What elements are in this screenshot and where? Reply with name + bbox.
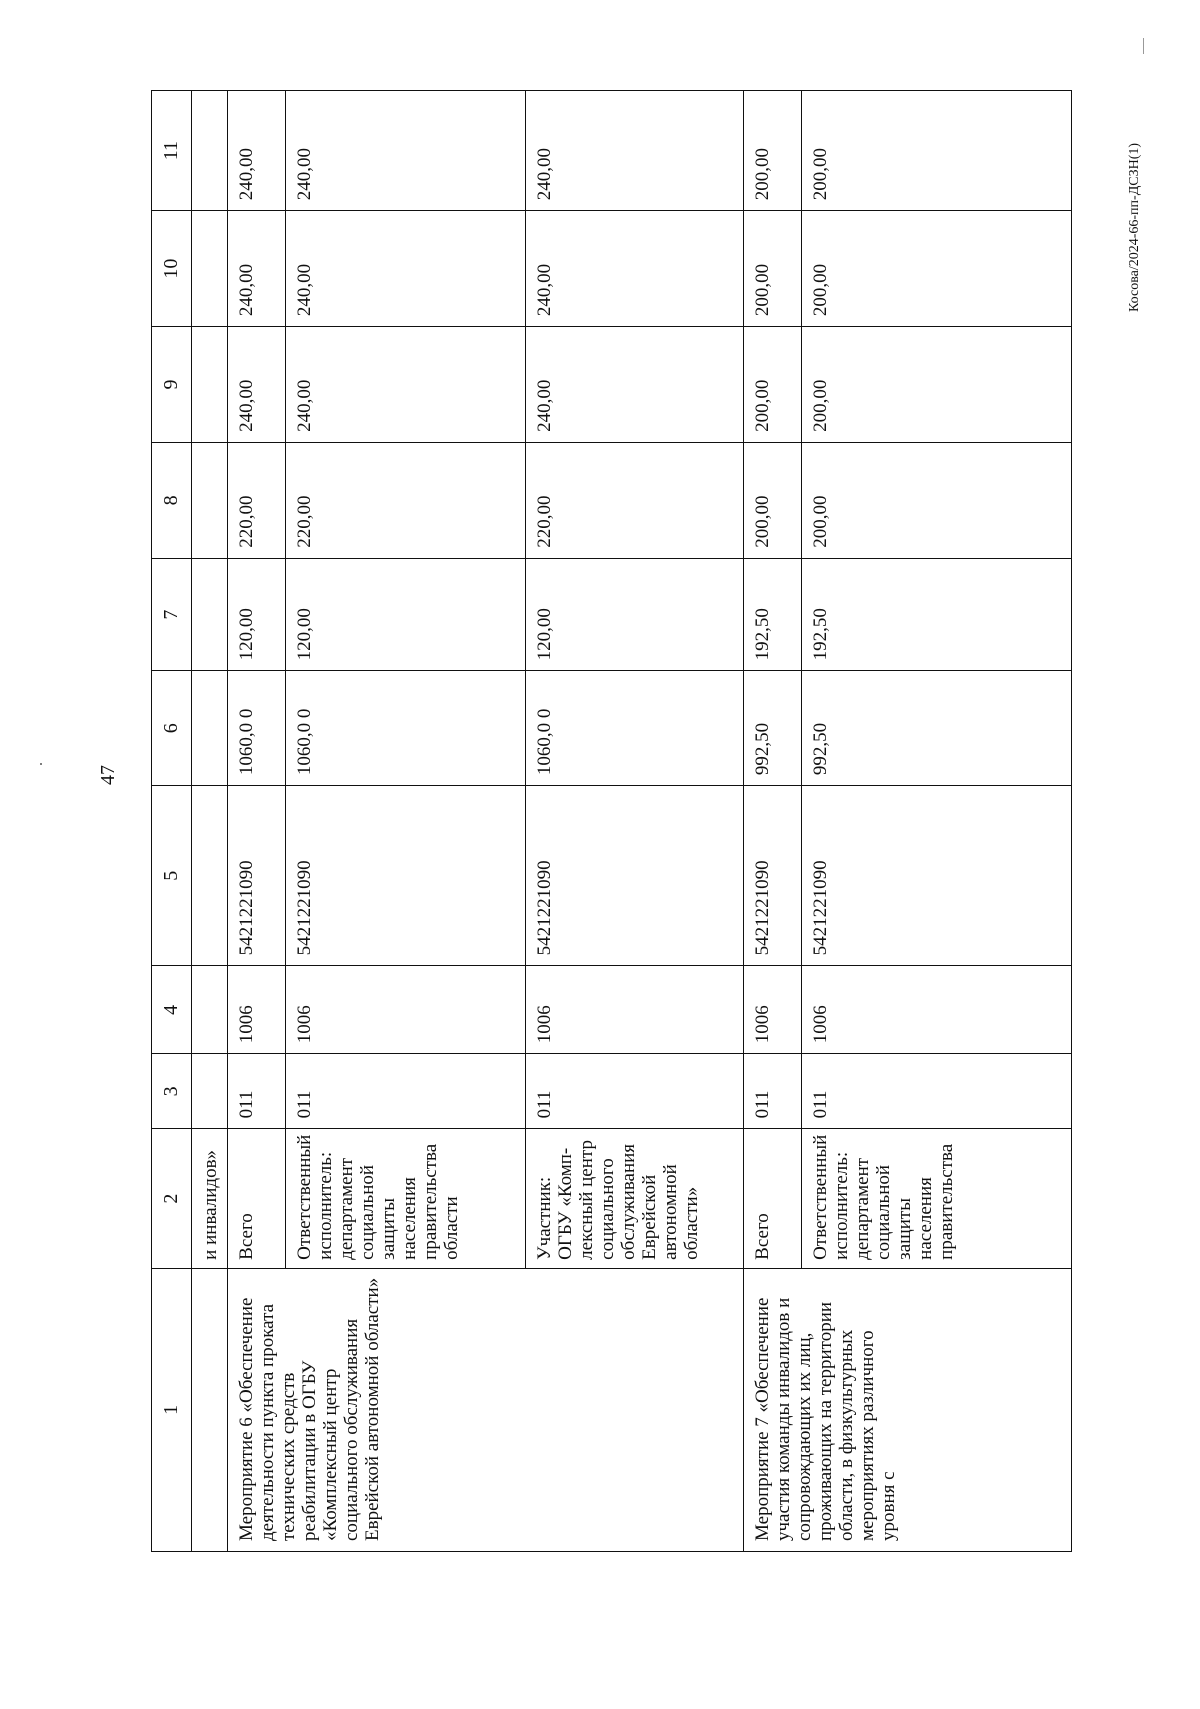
empty-cell (192, 91, 228, 211)
table-cell: 240,00 (228, 91, 286, 211)
table-cell: 240,00 (526, 211, 744, 327)
table-cell: 5421221090 (526, 786, 744, 966)
row-label: Ответственный исполнитель: департамент социальной защиты населения правительства (802, 1129, 1072, 1268)
table-cell: 120,00 (286, 558, 526, 671)
table-cell: 200,00 (802, 327, 1072, 443)
budget-table-wrapper (151, 90, 1071, 1552)
page-number: 47 (97, 765, 119, 785)
header-row (152, 91, 192, 1552)
table-cell: 5421221090 (744, 786, 802, 966)
table-cell: 1060,0 0 (286, 671, 526, 786)
table-cell: 120,00 (228, 558, 286, 671)
table-cell: 200,00 (744, 442, 802, 558)
table-cell: 1006 (526, 966, 744, 1054)
row-label: Ответственный исполнитель: департамент социальной защиты населения правительства области (286, 1129, 526, 1268)
table-cell: 240,00 (526, 327, 744, 443)
empty-cell (192, 966, 228, 1054)
col-header: 3 (152, 1054, 192, 1129)
table-row (744, 91, 802, 1552)
table-cell: 1060,0 0 (228, 671, 286, 786)
table-cell: 1006 (286, 966, 526, 1054)
table-cell: 240,00 (526, 91, 744, 211)
scan-mark (1143, 38, 1144, 54)
continuation-text: и инвалидов» (192, 1129, 228, 1268)
table-cell: 1060,0 0 (526, 671, 744, 786)
empty-cell (192, 1268, 228, 1551)
table-cell: 240,00 (286, 211, 526, 327)
table-cell: 220,00 (286, 442, 526, 558)
table-cell: 200,00 (744, 211, 802, 327)
col-header: 7 (152, 558, 192, 671)
table-row (228, 91, 286, 1552)
empty-cell (192, 671, 228, 786)
table-cell: 011 (286, 1054, 526, 1129)
table-cell: 992,50 (744, 671, 802, 786)
col-header: 9 (152, 327, 192, 443)
table-cell: 1006 (802, 966, 1072, 1054)
table-cell: 5421221090 (228, 786, 286, 966)
row-label: Всего (228, 1129, 286, 1268)
table-cell: 240,00 (228, 211, 286, 327)
table-cell: 011 (228, 1054, 286, 1129)
measure-7-title: Мероприятие 7 «Обеспечение участия команды инвалидов и сопровождающих их лиц, проживающих на территории области, в физкультурных мероприятиях различного уровня с (744, 1268, 1072, 1551)
col-header: 10 (152, 211, 192, 327)
document-code: Косова/2024-66-пп-ДСЗН(1) (1127, 142, 1142, 312)
table-cell: 192,50 (744, 558, 802, 671)
table-cell: 120,00 (526, 558, 744, 671)
table-cell: 240,00 (228, 327, 286, 443)
continuation-row (192, 91, 228, 1552)
empty-cell (192, 211, 228, 327)
table-cell: 200,00 (802, 211, 1072, 327)
col-header: 8 (152, 442, 192, 558)
col-header: 5 (152, 786, 192, 966)
empty-cell (192, 327, 228, 443)
row-label: Всего (744, 1129, 802, 1268)
budget-table (151, 90, 1072, 1552)
col-header: 11 (152, 91, 192, 211)
table-cell: 220,00 (228, 442, 286, 558)
table-cell: 5421221090 (286, 786, 526, 966)
col-header: 2 (152, 1129, 192, 1268)
table-cell: 1006 (744, 966, 802, 1054)
table-cell: 992,50 (802, 671, 1072, 786)
measure-6-title: Мероприятие 6 «Обеспечение деятельности пункта проката технических средств реабилитации в ОГБУ «Комплексный центр социального обслуживания Еврейской автономной области» (228, 1268, 744, 1551)
table-cell: 200,00 (802, 91, 1072, 211)
empty-cell (192, 786, 228, 966)
table-cell: 011 (744, 1054, 802, 1129)
scan-speck (40, 763, 42, 765)
table-cell: 1006 (228, 966, 286, 1054)
col-header: 4 (152, 966, 192, 1054)
table-cell: 200,00 (744, 91, 802, 211)
empty-cell (192, 1054, 228, 1129)
table-cell: 011 (802, 1054, 1072, 1129)
table-cell: 200,00 (744, 327, 802, 443)
table-cell: 011 (526, 1054, 744, 1129)
row-label: Участник: ОГБУ «Комп-лексный центр социального обслуживания Еврейской автономной области» (526, 1129, 744, 1268)
table-cell: 200,00 (802, 442, 1072, 558)
table-cell: 192,50 (802, 558, 1072, 671)
table-cell: 240,00 (286, 327, 526, 443)
empty-cell (192, 558, 228, 671)
table-cell: 220,00 (526, 442, 744, 558)
table-cell: 5421221090 (802, 786, 1072, 966)
col-header: 1 (152, 1268, 192, 1551)
table-cell: 240,00 (286, 91, 526, 211)
col-header: 6 (152, 671, 192, 786)
empty-cell (192, 442, 228, 558)
